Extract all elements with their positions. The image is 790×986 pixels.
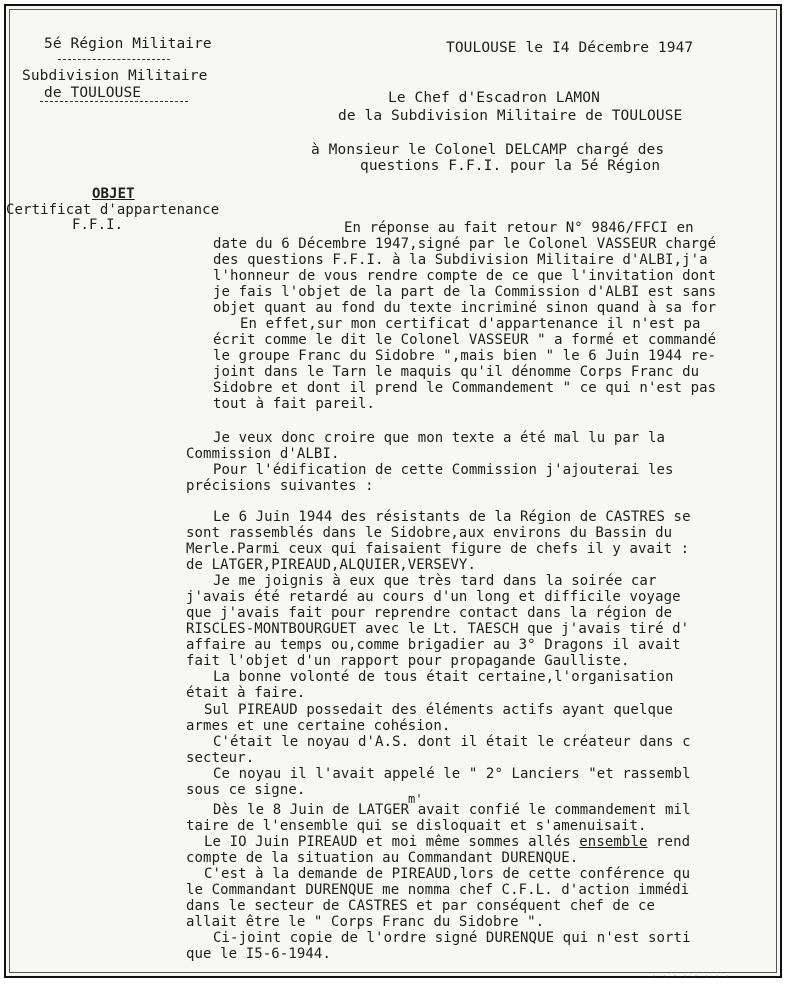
objet-line1: Certificat d'appartenance [6,202,220,218]
objet-line2: F.F.I. [72,217,124,233]
body-line: objet quant au fond du texte incriminé sinon quand à sa for [213,300,717,316]
body-line: Sidobre et dont il prend le Commandement " ce qui n'est pas [213,380,717,396]
body-line: Le IO Juin PIREAUD et moi même sommes allés ensemble rend [204,834,691,850]
body-line: Commission d'ALBI. [186,446,340,462]
body-line: Ce noyau il l'avait appelé le " 2° Lanciers "et rassembl [213,766,691,782]
body-line: La bonne volonté de tous était certaine,l'organisation [213,669,674,685]
body-line: Dès le 8 Juin de LATGER avait confié le commandement mil [213,802,691,818]
body-line: affaire au temps ou,comme brigadier au 3° Dragons il avait [186,637,681,653]
subdivision-heading-line2: de TOULOUSE [44,85,142,101]
subdivision-divider [40,101,188,102]
body-line: dans le secteur de CASTRES et par conséquent chef de ce [186,898,656,914]
body-line: En réponse au fait retour N° 9846/FFCI en [344,220,694,236]
body-line: armes et une certaine cohésion. [186,718,451,734]
subdivision-heading-line1: Subdivision Militaire [22,68,208,84]
recipient-line1: à Monsieur le Colonel DELCAMP chargé des [311,142,665,158]
body-line: le groupe Franc du Sidobre ",mais bien " le 6 Juin 1944 re- [213,348,717,364]
body-line-margin-note: m' [408,792,423,806]
body-line: taire de l'ensemble qui se disloquait et s'amenuisait. [186,818,647,834]
body-line: Merle.Parmi ceux qui faisaient figure de chefs il y avait : [186,541,690,557]
body-line: En effet,sur mon certificat d'appartenance il n'est pa [240,316,701,332]
body-line: fait l'objet d'un rapport pour propagande Gaulliste. [186,653,630,669]
body-line: de LATGER,PIREAUD,ALQUIER,VERSEVY. [186,557,476,573]
body-line: C'était le noyau d'A.S. dont il était le créateur dans c [213,734,691,750]
body-line: que j'avais fait pour reprendre contact dans la région de [186,605,673,621]
body-line: que le I5-6-1944. [186,946,331,962]
body-line: secteur. [186,750,255,766]
header-divider [58,59,170,60]
body-line: Pour l'édification de cette Commission j'ajouterai les [213,462,674,478]
emphasis-ensemble: ensemble [579,834,648,850]
body-line: RISCLES-MONTBOURGUET avec le Lt. TAESCH que j'avais tiré d' [186,621,690,637]
body-line: allait être le " Corps Franc du Sidobre ". [186,914,545,930]
body-line: C'est à la demande de PIREAUD,lors de cette conférence qu [204,866,691,882]
place-date: TOULOUSE le I4 Décembre 1947 [446,40,694,56]
sender-line1: Le Chef d'Escadron LAMON [388,90,600,106]
body-line: Je me joignis à eux que très tard dans la soirée car [213,573,657,589]
body-line: l'honneur de vous rendre compte de ce que l'invitation dont [213,268,717,284]
region-heading: 5é Région Militaire [44,36,212,52]
recipient-line2: questions F.F.I. pour la 5é Région [360,158,661,174]
body-line: compte de la situation au Commandant DURENQUE. [186,850,579,866]
body-line: j'avais été retardé au cours d'un long et difficile voyage [186,589,681,605]
body-line: précisions suivantes : [186,478,374,494]
body-line: était à faire. [186,685,306,701]
body-line: sont rassemblés dans le Sidobre,aux environs du Bassin du [186,525,673,541]
body-line: je fais l'objet de la part de la Commission d'ALBI est sans [213,284,717,300]
body-line: Sul PIREAUD possedait des éléments actifs ayant quelque [204,702,674,718]
sender-line2: de la Subdivision Militaire de TOULOUSE [338,108,683,124]
body-line: tout à fait pareil. [213,396,376,412]
body-line: des questions F.F.I. à la Subdivision Militaire d'ALBI,j'a [213,252,708,268]
body-line: Le 6 Juin 1944 des résistants de la Région de CASTRES se [213,509,691,525]
body-line: sous ce signe. [186,782,306,798]
continuation-dots: ........ [650,966,734,982]
objet-label: OBJET [92,186,135,202]
body-line: joint dans le Tarn le maquis qu'il dénomme Corps Franc du [213,364,700,380]
body-line: Je veux donc croire que mon texte a été mal lu par la [213,430,666,446]
body-line: date du 6 Décembre 1947,signé par le Colonel VASSEUR chargé [213,236,717,252]
body-line: écrit comme le dit le Colonel VASSEUR " a formé et commandé [213,332,717,348]
body-line: Ci-joint copie de l'ordre signé DURENQUE qui n'est sorti [213,930,691,946]
body-line: le Commandant DURENQUE me nomma chef C.F.L. d'action immédi [186,882,690,898]
